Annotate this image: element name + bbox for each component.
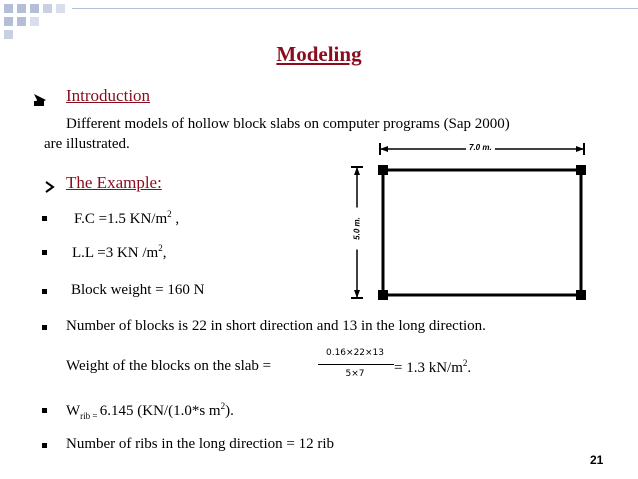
bullet-icon xyxy=(42,325,47,330)
arrow-bullet-icon xyxy=(45,180,55,192)
intro-line-1: Different models of hollow block slabs on computer programs (Sap 2000) xyxy=(66,116,510,132)
fraction-numerator: 0.16×22×13 xyxy=(325,348,385,358)
width-dimension-label: 7.0 m. xyxy=(466,143,495,152)
slab-diagram xyxy=(346,140,606,310)
introduction-heading: Introduction xyxy=(66,86,151,105)
example-heading: The Example: xyxy=(66,173,162,192)
ribs-line: Number of ribs in the long direction = 12 rib xyxy=(66,436,334,452)
fraction-denominator: 5×7 xyxy=(345,369,365,379)
slide-title: Modeling xyxy=(276,42,362,66)
block-weight-line: Block weight = 160 N xyxy=(71,282,205,298)
header-rule xyxy=(72,8,638,9)
intro-line-2: are illustrated. xyxy=(44,136,130,152)
blocks-count-line: Number of blocks is 22 in short direction and 13 in the long direction. xyxy=(66,318,486,334)
bullet-icon xyxy=(42,443,47,448)
fc-line: F.C =1.5 $KN/m^2$ , xyxy=(74,209,180,227)
bullet-icon xyxy=(42,250,47,255)
ll-line: L.L =3 KN $/m^2$, xyxy=(72,243,167,261)
bullet-icon xyxy=(42,289,47,294)
fraction-bar xyxy=(318,364,394,365)
page-number: 21 xyxy=(590,453,604,467)
height-dimension-label: 5.0 m. xyxy=(353,208,362,250)
weight-label: Weight of the blocks on the slab = xyxy=(66,358,272,374)
bullet-icon xyxy=(42,408,47,413)
bullet-icon xyxy=(42,216,47,221)
weight-result: = 1.3 $kN/m^2$. xyxy=(394,358,472,376)
wrib-line: $W_{rib =}$ 6.145 (KN/(1.0*s $m^2$). xyxy=(66,401,234,421)
arrow-bullet-icon xyxy=(34,93,46,105)
